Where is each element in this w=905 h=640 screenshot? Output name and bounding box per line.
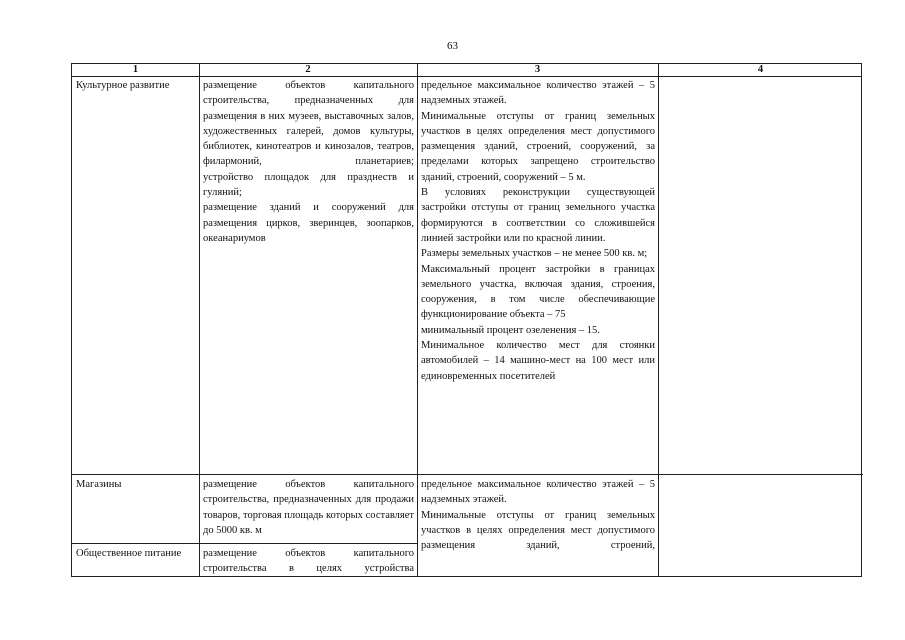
parameter-paragraph: предельное максимальное количество этажей – 5 надземных этажей. [421, 80, 655, 107]
row-name-shops: Магазины [76, 479, 122, 490]
row-name-cultural: Культурное развитие [76, 80, 170, 91]
parameter-paragraph: минимальный процент озеленения – 15. [421, 324, 600, 336]
header-col-3: 3 [534, 64, 541, 75]
header-col-1: 1 [132, 64, 139, 75]
table-header-row [72, 64, 861, 77]
row-description-shops [203, 477, 414, 538]
parameter-paragraph: Минимальные отступы от границ земельных участков в целях определения мест допустимого размещения зданий, строений, сооружений, за пределами которых запрещено строительство зданий, строений, сооружений – 5 м. [421, 110, 655, 183]
description-paragraph: размещение зданий и сооружений для размещения цирков, зверинцев, зоопарков, океанариумов [203, 202, 414, 244]
parameter-paragraph: Максимальный процент застройки в границах земельного участка, включая здания, строения, сооружения, в том числе обеспечивающие функционирование объекта – 75 [421, 263, 655, 321]
column-divider [658, 64, 659, 576]
page-number: 63 [447, 40, 458, 52]
row-description-cultural [203, 78, 414, 246]
row-divider [658, 474, 863, 475]
parameter-paragraph: предельное максимальное количество этажей – 5 надземных этажей. [421, 479, 655, 506]
row-divider [72, 474, 658, 475]
row-name-catering: Общественное питание [76, 548, 182, 559]
row-parameters-cultural [421, 78, 655, 384]
shared-parameters-cell [421, 477, 655, 553]
description-paragraph: размещение объектов капитального строительства, предназначенных для размещения в них музеев, выставочных залов, художественных галерей, домов культуры, библиотек, кинотеатров и кинозалов, театров, филармоний, планетариев; [203, 80, 414, 168]
header-col-2: 2 [305, 64, 311, 75]
zoning-table [71, 63, 862, 577]
header-col-4: 4 [757, 64, 764, 75]
description-paragraph: размещение объектов капитального строительства в целях устройства [203, 548, 414, 575]
row-description-catering [203, 546, 414, 577]
parameter-paragraph: Размеры земельных участков – не менее 500 кв. м; [421, 248, 648, 260]
parameter-paragraph: Минимальное количество мест для стоянки автомобилей – 14 машино-мест на 100 мест или единовременных посетителей [421, 340, 655, 382]
row-divider [72, 543, 417, 544]
description-paragraph: размещение объектов капитального строительства, предназначенных для продажи товаров, торговая площадь которых составляет до 5000 кв. м [203, 479, 414, 536]
parameter-paragraph: Минимальные отступы от границ земельных участков в целях определения мест допустимого размещения зданий, строений, [421, 509, 655, 552]
column-divider [417, 64, 418, 576]
column-divider [199, 64, 200, 576]
parameter-paragraph: В условиях реконструкции существующей застройки отступы от границ земельного участка формируются в соответствии со сложившейся линией застройки или по красной линии. [421, 187, 655, 244]
description-paragraph: устройство площадок для празднеств и гуляний; [203, 171, 414, 199]
